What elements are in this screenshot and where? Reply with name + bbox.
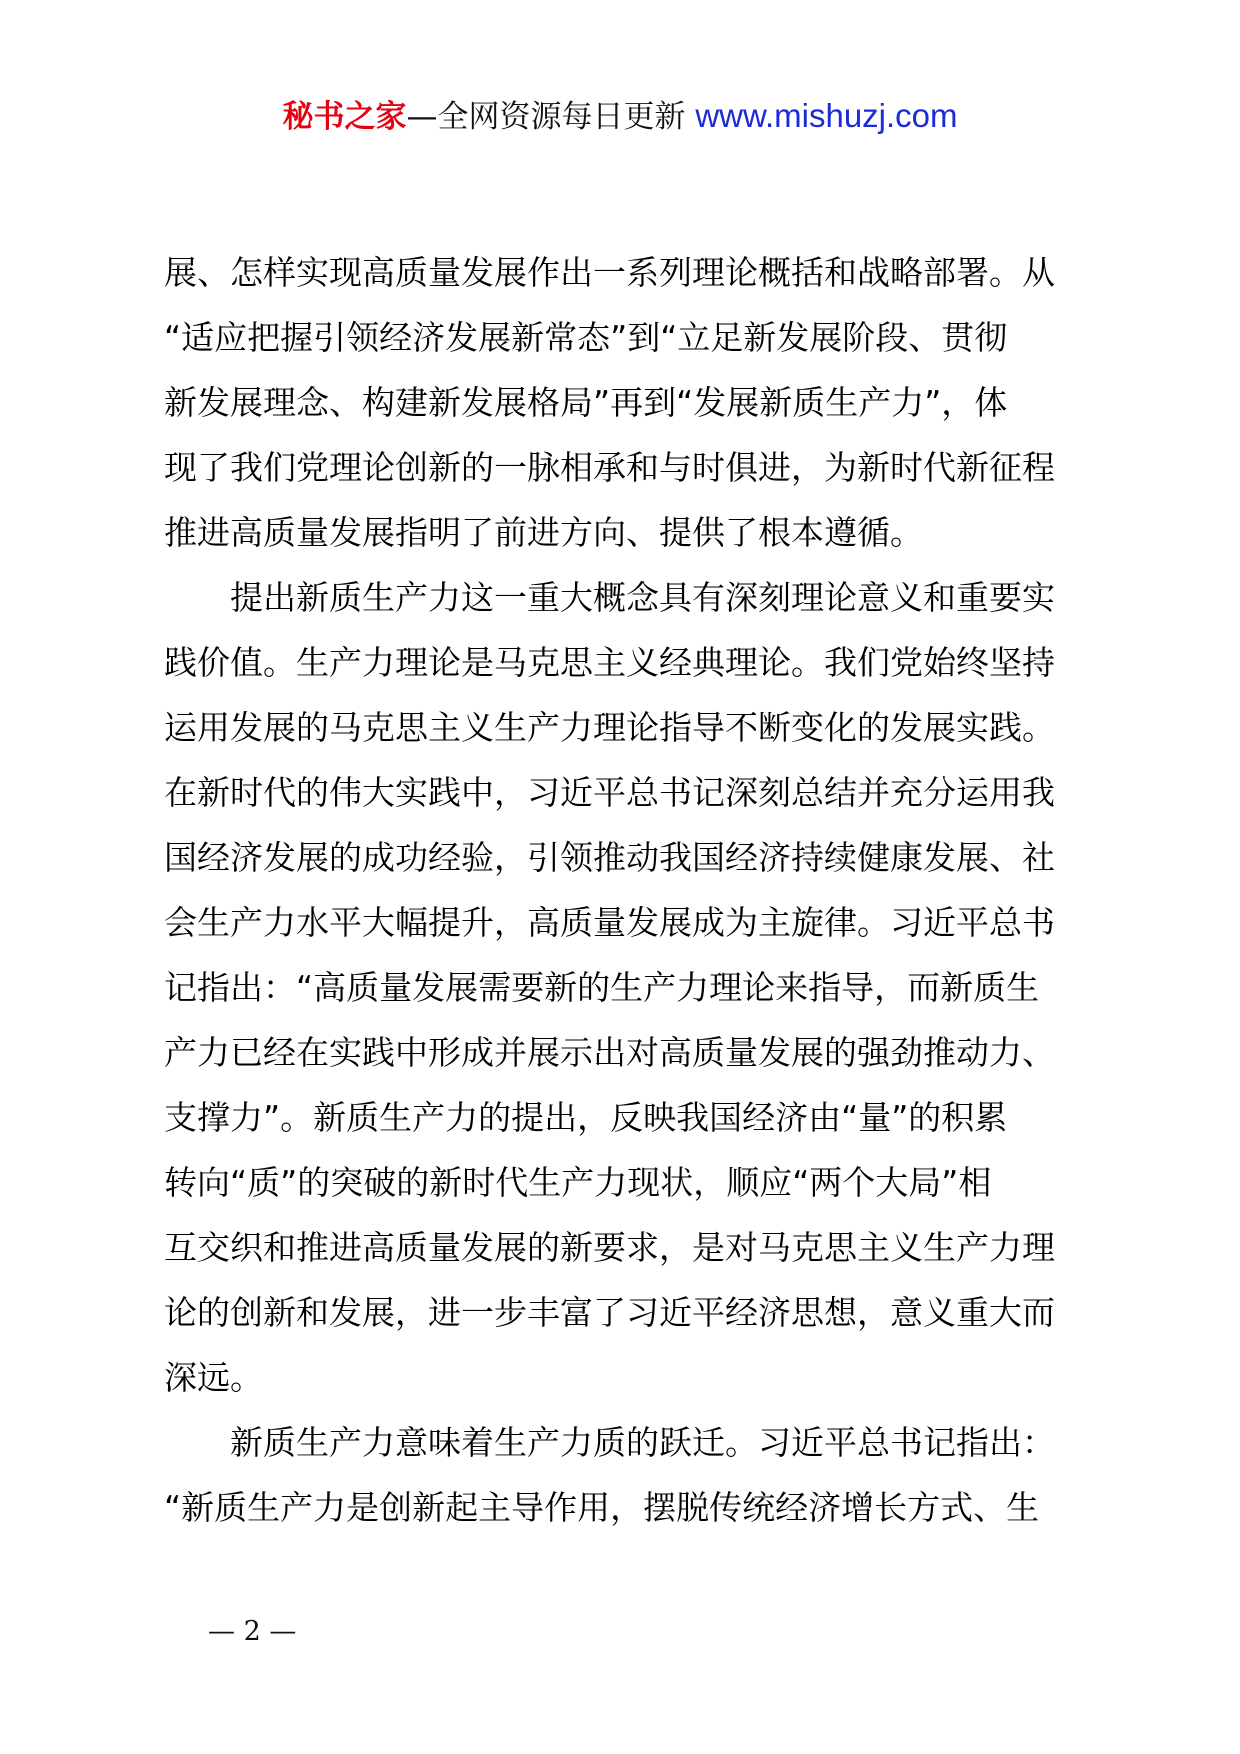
brand-name: 秘书之家 bbox=[282, 99, 407, 135]
text-line: 在新时代的伟大实践中，习近平总书记深刻总结并充分运用我 bbox=[164, 773, 1055, 812]
site-url: www.mishuzj.com bbox=[695, 97, 958, 134]
text-line: 转向“质”的突破的新时代生产力现状，顺应“两个大局”相 bbox=[164, 1163, 992, 1202]
text-line: 论的创新和发展，进一步丰富了习近平经济思想，意义重大而 bbox=[164, 1293, 1055, 1332]
text-line: 记指出：“高质量发展需要新的生产力理论来指导，而新质生 bbox=[164, 968, 1040, 1007]
text-line: 产力已经在实践中形成并展示出对高质量发展的强劲推动力、 bbox=[164, 1033, 1055, 1072]
text-line: 互交织和推进高质量发展的新要求，是对马克思主义生产力理 bbox=[164, 1228, 1055, 1267]
site-banner bbox=[0, 96, 1240, 137]
document-body bbox=[164, 240, 1079, 1540]
text-line: 推进高质量发展指明了前进方向、提供了根本遵循。 bbox=[164, 513, 923, 552]
text-line: 深远。 bbox=[164, 1358, 263, 1397]
text-line: 新发展理念、构建新发展格局”再到“发展新质生产力”，体 bbox=[164, 383, 1008, 422]
text-line: “新质生产力是创新起主导作用，摆脱传统经济增长方式、生 bbox=[164, 1488, 1040, 1527]
text-line: 运用发展的马克思主义生产力理论指导不断变化的发展实践。 bbox=[164, 708, 1055, 747]
text-line: 展、怎样实现高质量发展作出一系列理论概括和战略部署。从 bbox=[164, 253, 1055, 292]
text-line: 会生产力水平大幅提升，高质量发展成为主旋律。习近平总书 bbox=[164, 903, 1055, 942]
text-line: “适应把握引领经济发展新常态”到“立足新发展阶段、贯彻 bbox=[164, 318, 1008, 357]
banner-tagline: —全网资源每日更新 bbox=[406, 99, 686, 135]
text-line: 提出新质生产力这一重大概念具有深刻理论意义和重要实 bbox=[164, 578, 1055, 617]
text-line: 践价值。生产力理论是马克思主义经典理论。我们党始终坚持 bbox=[164, 643, 1055, 682]
text-line: 支撑力”。新质生产力的提出，反映我国经济由“量”的积累 bbox=[164, 1098, 1008, 1137]
text-line: 现了我们党理论创新的一脉相承和与时俱进，为新时代新征程 bbox=[164, 448, 1055, 487]
page-number: — 2 — bbox=[208, 1616, 297, 1647]
text-line: 新质生产力意味着生产力质的跃迁。习近平总书记指出： bbox=[164, 1423, 1055, 1462]
text-line: 国经济发展的成功经验，引领推动我国经济持续健康发展、社 bbox=[164, 838, 1055, 877]
